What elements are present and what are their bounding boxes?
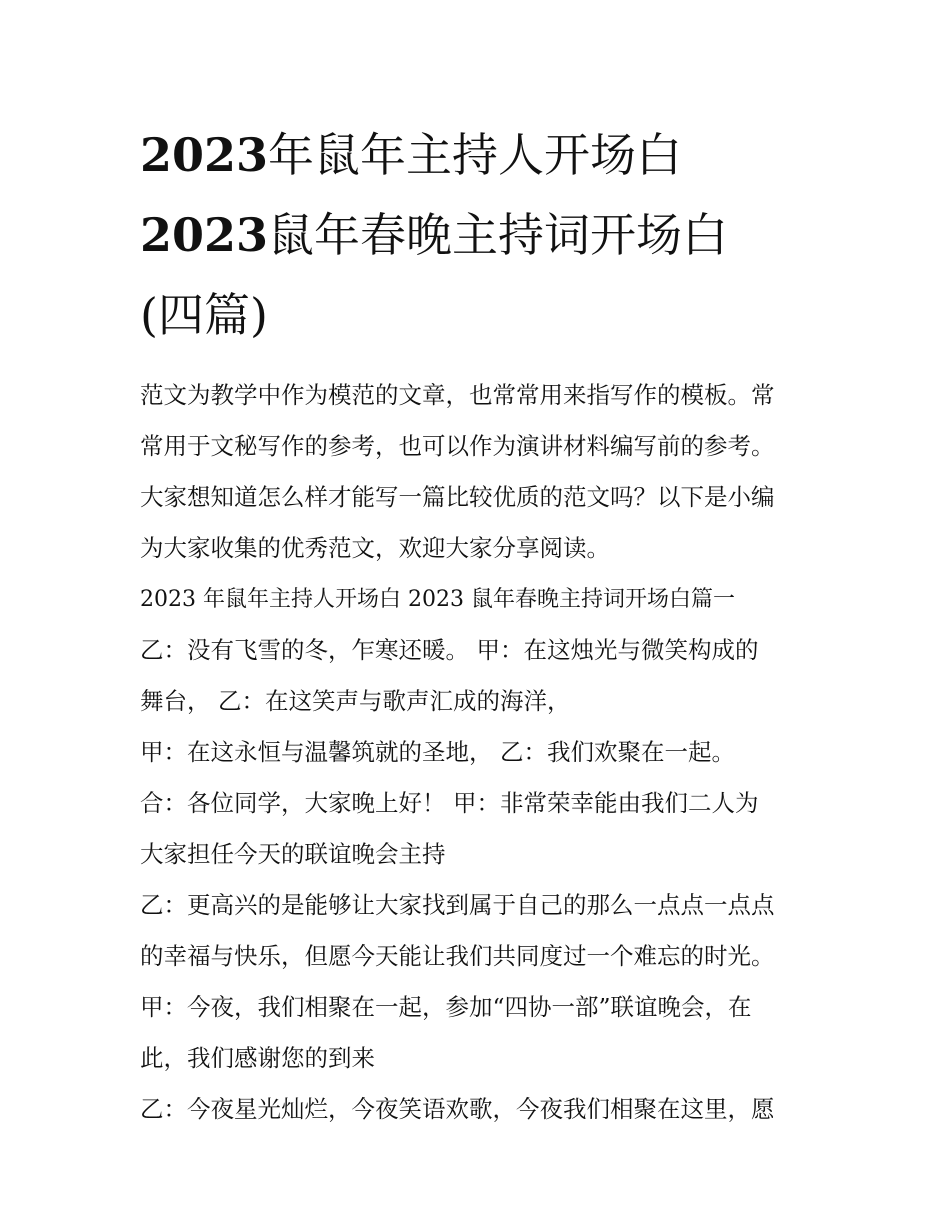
title-text: 鼠年春晚主持词开场白 xyxy=(268,208,729,262)
document-page xyxy=(140,115,820,1135)
text-line: 常用于文秘写作的参考，也可以作为演讲材料编写前的参考。 xyxy=(140,432,775,460)
text-line: 此，我们感谢您的到来 xyxy=(140,1044,375,1072)
title-text: 年鼠年主持人开场白 xyxy=(268,128,683,182)
text-line: 甲：今夜，我们相聚在一起，参加“四协一部”联谊晚会，在 xyxy=(140,993,752,1021)
document-title xyxy=(140,115,820,355)
text-line: 为大家收集的优秀范文，欢迎大家分享阅读。 xyxy=(140,534,610,562)
title-line-1 xyxy=(140,115,820,195)
text-line: 大家想知道怎么样才能写一篇比较优质的范文吗？以下是小编 xyxy=(140,483,775,511)
text-line: 大家担任今天的联谊晚会主持 xyxy=(140,840,446,868)
text-line: 甲：在这永恒与温馨筑就的圣地， 乙：我们欢聚在一起。 xyxy=(140,738,735,766)
text-line: 乙：更高兴的是能够让大家找到属于自己的那么一点点一点点 xyxy=(140,891,775,919)
text-line: 乙：没有飞雪的冬，乍寒还暖。 甲：在这烛光与微笑构成的 xyxy=(140,636,759,664)
text-line: 范文为教学中作为模范的文章，也常常用来指写作的模板。常 xyxy=(140,381,775,409)
document-body xyxy=(140,370,820,1135)
text-line: 乙：今夜星光灿烂，今夜笑语欢歌，今夜我们相聚在这里，愿 xyxy=(140,1095,775,1123)
text-line: 合：各位同学，大家晚上好！ 甲：非常荣幸能由我们二人为 xyxy=(140,789,759,817)
section-heading: 2023 年鼠年主持人开场白 2023 鼠年春晚主持词开场白篇一 xyxy=(140,587,735,612)
title-line-3 xyxy=(140,275,820,355)
title-year: 2023 xyxy=(140,128,269,182)
title-line-2 xyxy=(140,195,820,275)
text-line: 舞台， 乙：在这笑声与歌声汇成的海洋， xyxy=(140,687,571,715)
text-line: 的幸福与快乐，但愿今天能让我们共同度过一个难忘的时光。 xyxy=(140,942,775,970)
title-year: 2023 xyxy=(140,208,269,262)
title-text: (四篇) xyxy=(140,288,268,342)
